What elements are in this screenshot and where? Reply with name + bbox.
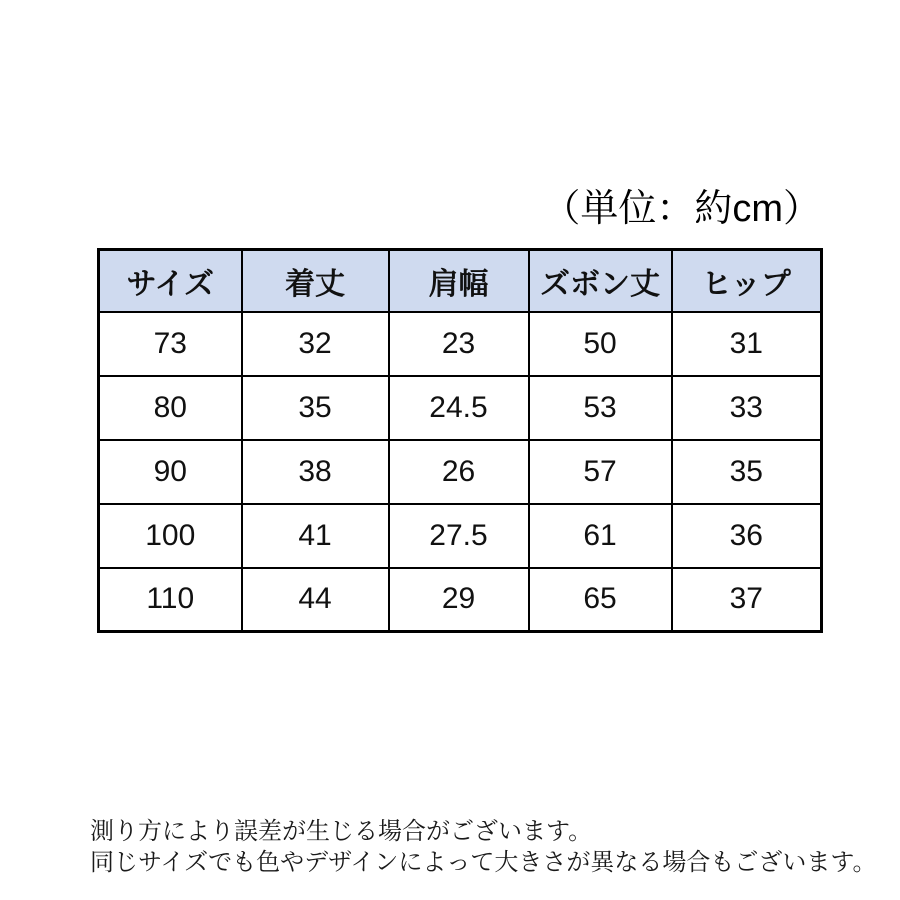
table-row (99, 312, 822, 376)
shoulder-width-cell: 23 (389, 312, 529, 376)
pants-length-cell: 53 (529, 376, 672, 440)
size-cell: 73 (99, 312, 242, 376)
pants-length-cell: 50 (529, 312, 672, 376)
body-length-cell: 44 (242, 568, 389, 632)
table-row (99, 504, 822, 568)
note-line-1: 測り方により誤差が生じる場合がございます。 (90, 819, 593, 845)
body-length-cell: 38 (242, 440, 389, 504)
column-header-hip: ヒップ (672, 250, 822, 312)
unit-label: （単位：約cm） (542, 188, 821, 230)
hip-cell: 33 (672, 376, 822, 440)
note-line-2: 同じサイズでも色やデザインによって大きさが異なる場合もございます。 (90, 850, 877, 876)
disclaimer-notes (90, 817, 876, 879)
column-header-size: サイズ (99, 250, 242, 312)
body-length-cell: 32 (242, 312, 389, 376)
size-cell: 80 (99, 376, 242, 440)
size-chart-table (97, 248, 823, 633)
hip-cell: 31 (672, 312, 822, 376)
shoulder-width-cell: 24.5 (389, 376, 529, 440)
column-header-body-length: 着丈 (242, 250, 389, 312)
body-length-cell: 35 (242, 376, 389, 440)
table-row (99, 376, 822, 440)
size-cell: 90 (99, 440, 242, 504)
body-length-cell: 41 (242, 504, 389, 568)
hip-cell: 37 (672, 568, 822, 632)
column-header-shoulder-width: 肩幅 (389, 250, 529, 312)
hip-cell: 36 (672, 504, 822, 568)
pants-length-cell: 61 (529, 504, 672, 568)
shoulder-width-cell: 26 (389, 440, 529, 504)
shoulder-width-cell: 27.5 (389, 504, 529, 568)
shoulder-width-cell: 29 (389, 568, 529, 632)
table-row (99, 568, 822, 632)
pants-length-cell: 65 (529, 568, 672, 632)
size-cell: 110 (99, 568, 242, 632)
size-cell: 100 (99, 504, 242, 568)
hip-cell: 35 (672, 440, 822, 504)
header-row (99, 250, 822, 312)
pants-length-cell: 57 (529, 440, 672, 504)
table-row (99, 440, 822, 504)
column-header-pants-length: ズボン丈 (529, 250, 672, 312)
